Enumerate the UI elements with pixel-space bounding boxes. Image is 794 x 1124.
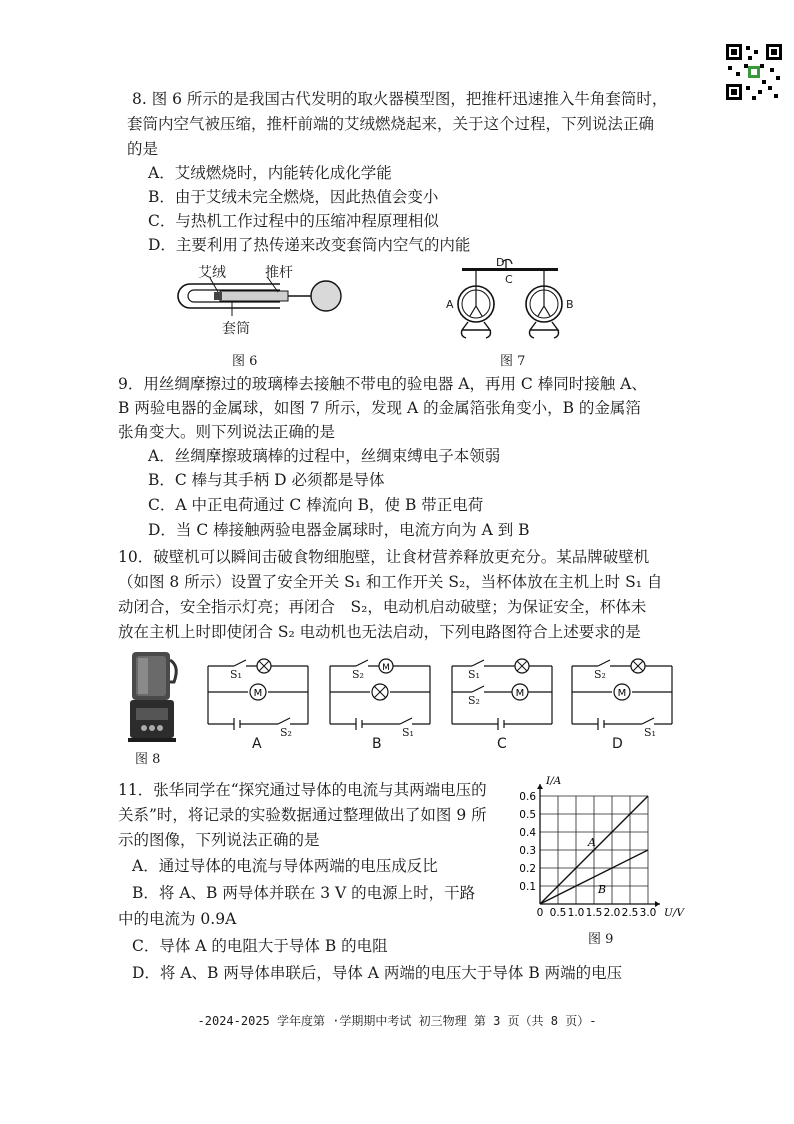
- x-axis-label: U/V: [664, 907, 684, 919]
- fig8-blender-image: [124, 648, 184, 744]
- q11-option-d: D．将 A、B 两导体串联后，导体 A 两端的电压大于导体 B 两端的电压: [132, 964, 623, 982]
- circuit-d-s1-label: S₁: [644, 726, 656, 739]
- x-tick-label: 0.5: [549, 907, 567, 919]
- fig6-label-airong: 艾绒: [198, 265, 226, 281]
- fig9-caption: 图 9: [588, 932, 614, 947]
- circuit-d-label: D: [612, 736, 623, 752]
- fig6-caption: 图 6: [232, 354, 258, 369]
- q8-option-c: C．与热机工作过程中的压缩冲程原理相似: [148, 212, 439, 230]
- fig6-fire-piston-diagram: [170, 262, 350, 342]
- fig7-label-c: C: [505, 273, 513, 286]
- y-tick-label: 0.1: [519, 881, 536, 893]
- x-tick-label: 2.5: [621, 907, 639, 919]
- fig6-label-taotong: 套筒: [222, 321, 250, 337]
- q9-stem-line3: 张角变大。则下列说法正确的是: [118, 423, 336, 441]
- circuit-a-s2-label: S₂: [280, 726, 292, 739]
- qr-code-icon: [724, 42, 784, 102]
- q11-option-b-line1: B．将 A、B 两导体并联在 3 V 的电源上时，干路: [132, 884, 476, 902]
- circuit-c-s1-label: S₁: [468, 668, 480, 681]
- q9-stem-line1: 9．用丝绸摩擦过的玻璃棒去接触不带电的验电器 A，再用 C 棒同时接触 A、: [118, 375, 647, 393]
- circuit-b-s2-label: S₂: [352, 668, 364, 681]
- q9-option-c: C．A 中正电荷通过 C 棒流向 B，使 B 带正电荷: [148, 496, 484, 514]
- fig7-electroscopes-diagram: [440, 256, 580, 348]
- svg-text:M: M: [253, 688, 263, 699]
- fig7-label-a: A: [446, 298, 454, 311]
- q8-option-b: B．由于艾绒未完全燃烧，因此热值会变小: [148, 188, 439, 206]
- x-tick-label: 1.0: [567, 907, 585, 919]
- circuit-b-s1-label: S₁: [402, 726, 414, 739]
- x-tick-label: 0: [536, 907, 544, 919]
- circuit-a-diagram: [208, 656, 308, 732]
- circuit-b-label: B: [372, 736, 382, 752]
- q10-stem-line2: （如图 8 所示）设置了安全开关 S₁ 和工作开关 S₂，当杯体放在主机上时 S₁ 自: [118, 573, 663, 591]
- q11-stem-line3: 示的图像，下列说法正确的是: [118, 831, 320, 849]
- y-tick-label: 0.3: [519, 845, 536, 857]
- q9-option-d: D．当 C 棒接触两验电器金属球时，电流方向为 A 到 B: [148, 521, 530, 539]
- q8-stem-line1: 8. 图 6 所示的是我国古代发明的取火器模型图，把推杆迅速推入牛角套筒时，: [132, 90, 668, 108]
- x-tick-label: 2.0: [603, 907, 621, 919]
- q11-option-c: C．导体 A 的电阻大于导体 B 的电阻: [132, 937, 388, 955]
- y-tick-label: 0.6: [519, 791, 536, 803]
- y-axis-arrow: [537, 784, 543, 789]
- fig7-label-b: B: [566, 298, 574, 311]
- y-tick-label: 0.4: [519, 827, 536, 839]
- y-tick-label: 0.5: [519, 809, 536, 821]
- q9-option-b: B．C 棒与其手柄 D 必须都是导体: [148, 471, 385, 489]
- series-label-a: A: [588, 836, 596, 849]
- svg-text:M: M: [515, 688, 525, 699]
- circuit-a-label: A: [252, 736, 262, 752]
- q8-option-d: D．主要利用了热传递来改变套筒内空气的内能: [148, 236, 471, 254]
- q9-option-a: A．丝绸摩擦玻璃棒的过程中，丝绸束缚电子本领弱: [148, 447, 501, 465]
- circuit-d-diagram: [572, 656, 672, 732]
- svg-text:M: M: [382, 663, 390, 673]
- q11-option-a: A．通过导体的电流与导体两端的电压成反比: [132, 857, 438, 875]
- q8-stem-line2: 套筒内空气被压缩，推杆前端的艾绒燃烧起来，关于这个过程，下列说法正确: [127, 115, 655, 133]
- circuit-a-s1-label: S₁: [230, 668, 242, 681]
- fig6-label-tuigan: 推杆: [265, 265, 293, 281]
- y-tick-label: 0.2: [519, 863, 536, 875]
- q10-stem-line4: 放在主机上时即使闭合 S₂ 电动机也无法启动，下列电路图符合上述要求的是: [118, 623, 641, 641]
- x-tick-label: 1.5: [585, 907, 603, 919]
- q11-stem-line2: 关系”时，将记录的实验数据通过整理做出了如图 9 所: [118, 806, 487, 824]
- y-axis-label: I/A: [546, 775, 562, 787]
- q9-stem-line2: B 两验电器的金属球，如图 7 所示，发现 A 的金属箔张角变小，B 的金属箔: [118, 399, 641, 417]
- circuit-c-diagram: [452, 656, 552, 732]
- q10-stem-line1: 10．破壁机可以瞬间击破食物细胞壁，让食材营养释放更充分。某品牌破壁机: [118, 548, 650, 566]
- q11-stem-line1: 11．张华同学在“探究通过导体的电流与其两端电压的: [118, 781, 487, 799]
- circuit-c-s2-label: S₂: [468, 694, 480, 707]
- series-label-b: B: [598, 883, 607, 896]
- svg-text:M: M: [617, 688, 627, 699]
- circuit-d-s2-label: S₂: [594, 668, 606, 681]
- q11-option-b-line2: 中的电流为 0.9A: [118, 910, 237, 928]
- q8-stem-line3: 的是: [127, 140, 159, 158]
- fig7-caption: 图 7: [500, 354, 526, 369]
- fig7-label-d: D: [496, 256, 505, 269]
- q10-stem-line3: 动闭合，安全指示灯亮；再闭合 S₂，电动机启动破壁；为保证安全，杯体未: [118, 598, 647, 616]
- fig9-iu-chart: [508, 775, 684, 920]
- circuit-b-diagram: [330, 656, 430, 732]
- circuit-c-label: C: [497, 736, 507, 752]
- q8-option-a: A．艾绒燃烧时，内能转化成化学能: [148, 164, 392, 182]
- fig8-caption: 图 8: [135, 752, 161, 767]
- x-tick-label: 3.0: [639, 907, 657, 919]
- page-footer: -2024-2025 学年度第 ·学期期中考试 初三物理 第 3 页（共 8 页）-: [197, 1014, 597, 1028]
